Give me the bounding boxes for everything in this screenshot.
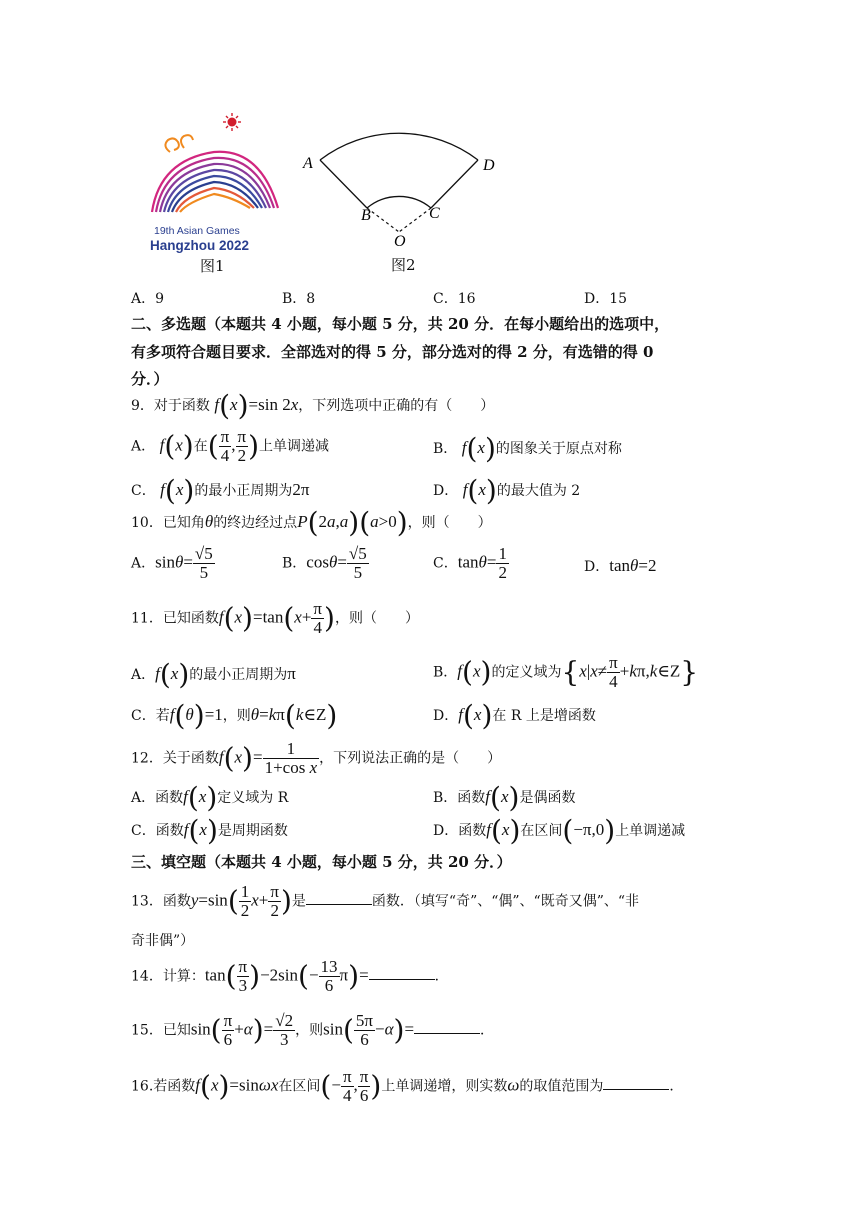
q8-option-c: C．16 xyxy=(433,291,476,307)
q9-option-d: D． f(x)的最大值为 2 xyxy=(433,474,581,507)
q9-stem: 9．对于函数 f(x)=sin 2x，下列选项中正确的有（ ） xyxy=(131,389,495,422)
q11-option-b: B．f(x)的定义域为{x|x≠ $\frac{\pi}{4}$ +kπ,k∈Z} xyxy=(433,653,699,691)
asian-games-logo-figure xyxy=(140,108,288,276)
label-b: B xyxy=(361,207,371,224)
logo-line1: 19th Asian Games xyxy=(154,225,240,237)
segment-dc xyxy=(431,160,478,208)
q14-stem: 14．计算：tan( $\frac{\pi}{3}$ )−2sin(− $\frac{13}{6}$ π)= ． xyxy=(131,957,449,995)
q8-option-a: A．9 xyxy=(131,291,165,307)
figure2-caption: 图2 xyxy=(391,256,416,274)
figure1-caption: 图1 xyxy=(200,257,225,275)
sector-diagram-figure xyxy=(295,108,515,276)
q12-option-b: B．函数f(x)是偶函数 xyxy=(433,781,576,814)
q9-option-a: A． f(x)在( $\frac{\pi}{4}$ , $\frac{\pi}{2}$ )上单调递减 xyxy=(131,427,330,465)
q13-answer-blank[interactable] xyxy=(306,890,372,905)
q16-stem: 16.若函数f(x)=sinωx在区间(− $\frac{\pi}{4}$ , $\frac{\pi}{6}$ )上单调递增，则实数ω的取值范围为 ． xyxy=(131,1067,684,1105)
label-d: D xyxy=(483,157,495,174)
sun-icon xyxy=(223,113,241,131)
q11-option-d: D．f(x)在 R 上是增函数 xyxy=(433,699,596,732)
logo-arcs xyxy=(152,152,278,212)
q12-option-a: A．函数f(x)定义域为 R xyxy=(131,781,289,814)
section2-heading-line2: 有多项符合题目要求．全部选对的得 5 分，部分选对的得 2 分，有选错的得 0 xyxy=(131,343,654,361)
q11-option-c: C．若f(θ)=1，则θ=kπ(k∈Z) xyxy=(131,699,338,732)
swirl-icon xyxy=(165,135,193,152)
q9-option-c: C． f(x)的最小正周期为2π xyxy=(131,474,310,507)
label-a: A xyxy=(303,155,313,172)
q9-option-b: B． f(x)的图象关于原点对称 xyxy=(433,432,622,465)
q11-stem: 11．已知函数f(x)=tan(x+ $\frac{\pi}{4}$ )，则（ ） xyxy=(131,599,419,637)
q10-option-c: C．tanθ= $\frac{1}{2}$ xyxy=(433,544,507,582)
q10-option-d: D．tanθ=2 xyxy=(584,556,657,575)
section3-heading: 三、填空题（本题共 4 小题，每小题 5 分，共 20 分．） xyxy=(131,853,512,871)
q14-answer-blank[interactable] xyxy=(369,965,435,980)
outer-arc xyxy=(320,133,478,160)
q16-answer-blank[interactable] xyxy=(603,1075,669,1090)
dashed-bo xyxy=(367,208,399,232)
inner-arc xyxy=(367,196,431,208)
segment-ab xyxy=(320,160,367,208)
q10-stem: 10．已知角θ的终边经过点P(2a,a)(a>0)，则（ ） xyxy=(131,506,492,539)
logo-line2: Hangzhou 2022 xyxy=(150,238,250,253)
q13-stem-line2: 奇非偶”） xyxy=(131,933,195,949)
label-c: C xyxy=(429,205,440,222)
q12-option-c: C．函数f(x)是周期函数 xyxy=(131,814,288,847)
q12-option-d: D．函数f(x)在区间(−π,0)上单调递减 xyxy=(433,814,686,847)
q8-option-d: D．15 xyxy=(584,291,628,307)
q8-option-b: B．8 xyxy=(282,291,316,307)
q13-stem: 13．函数y=sin( $\frac{1}{2}$ x+ $\frac{\pi}{2}$ )是 函数．（填写“奇”、“偶”、“既奇又偶”、“非 xyxy=(131,882,640,920)
q10-option-a: A．sinθ= $\frac{√5}{5}$ xyxy=(131,544,213,582)
q15-stem: 15．已知sin( $\frac{\pi}{6}$ +α)= $\frac{√2}{3}$ ，则sin( $\frac{5\pi}{6}$ −α)= ． xyxy=(131,1011,495,1049)
q15-answer-blank[interactable] xyxy=(414,1019,480,1034)
dashed-co xyxy=(399,208,431,232)
section2-heading-line3: 分．） xyxy=(131,370,169,388)
q12-stem: 12．关于函数f(x)= $\frac{1}{\text{1+cos x}}$ ，下列说法正确的是（ ） xyxy=(131,739,502,777)
label-o: O xyxy=(394,233,406,250)
q10-option-b: B．cosθ= $\frac{√5}{5}$ xyxy=(282,544,367,582)
section2-heading-line1: 二、多选题（本题共 4 小题，每小题 5 分，共 20 分．在每小题给出的选项中， xyxy=(131,315,670,333)
q11-option-a: A．f(x)的最小正周期为π xyxy=(131,658,296,691)
